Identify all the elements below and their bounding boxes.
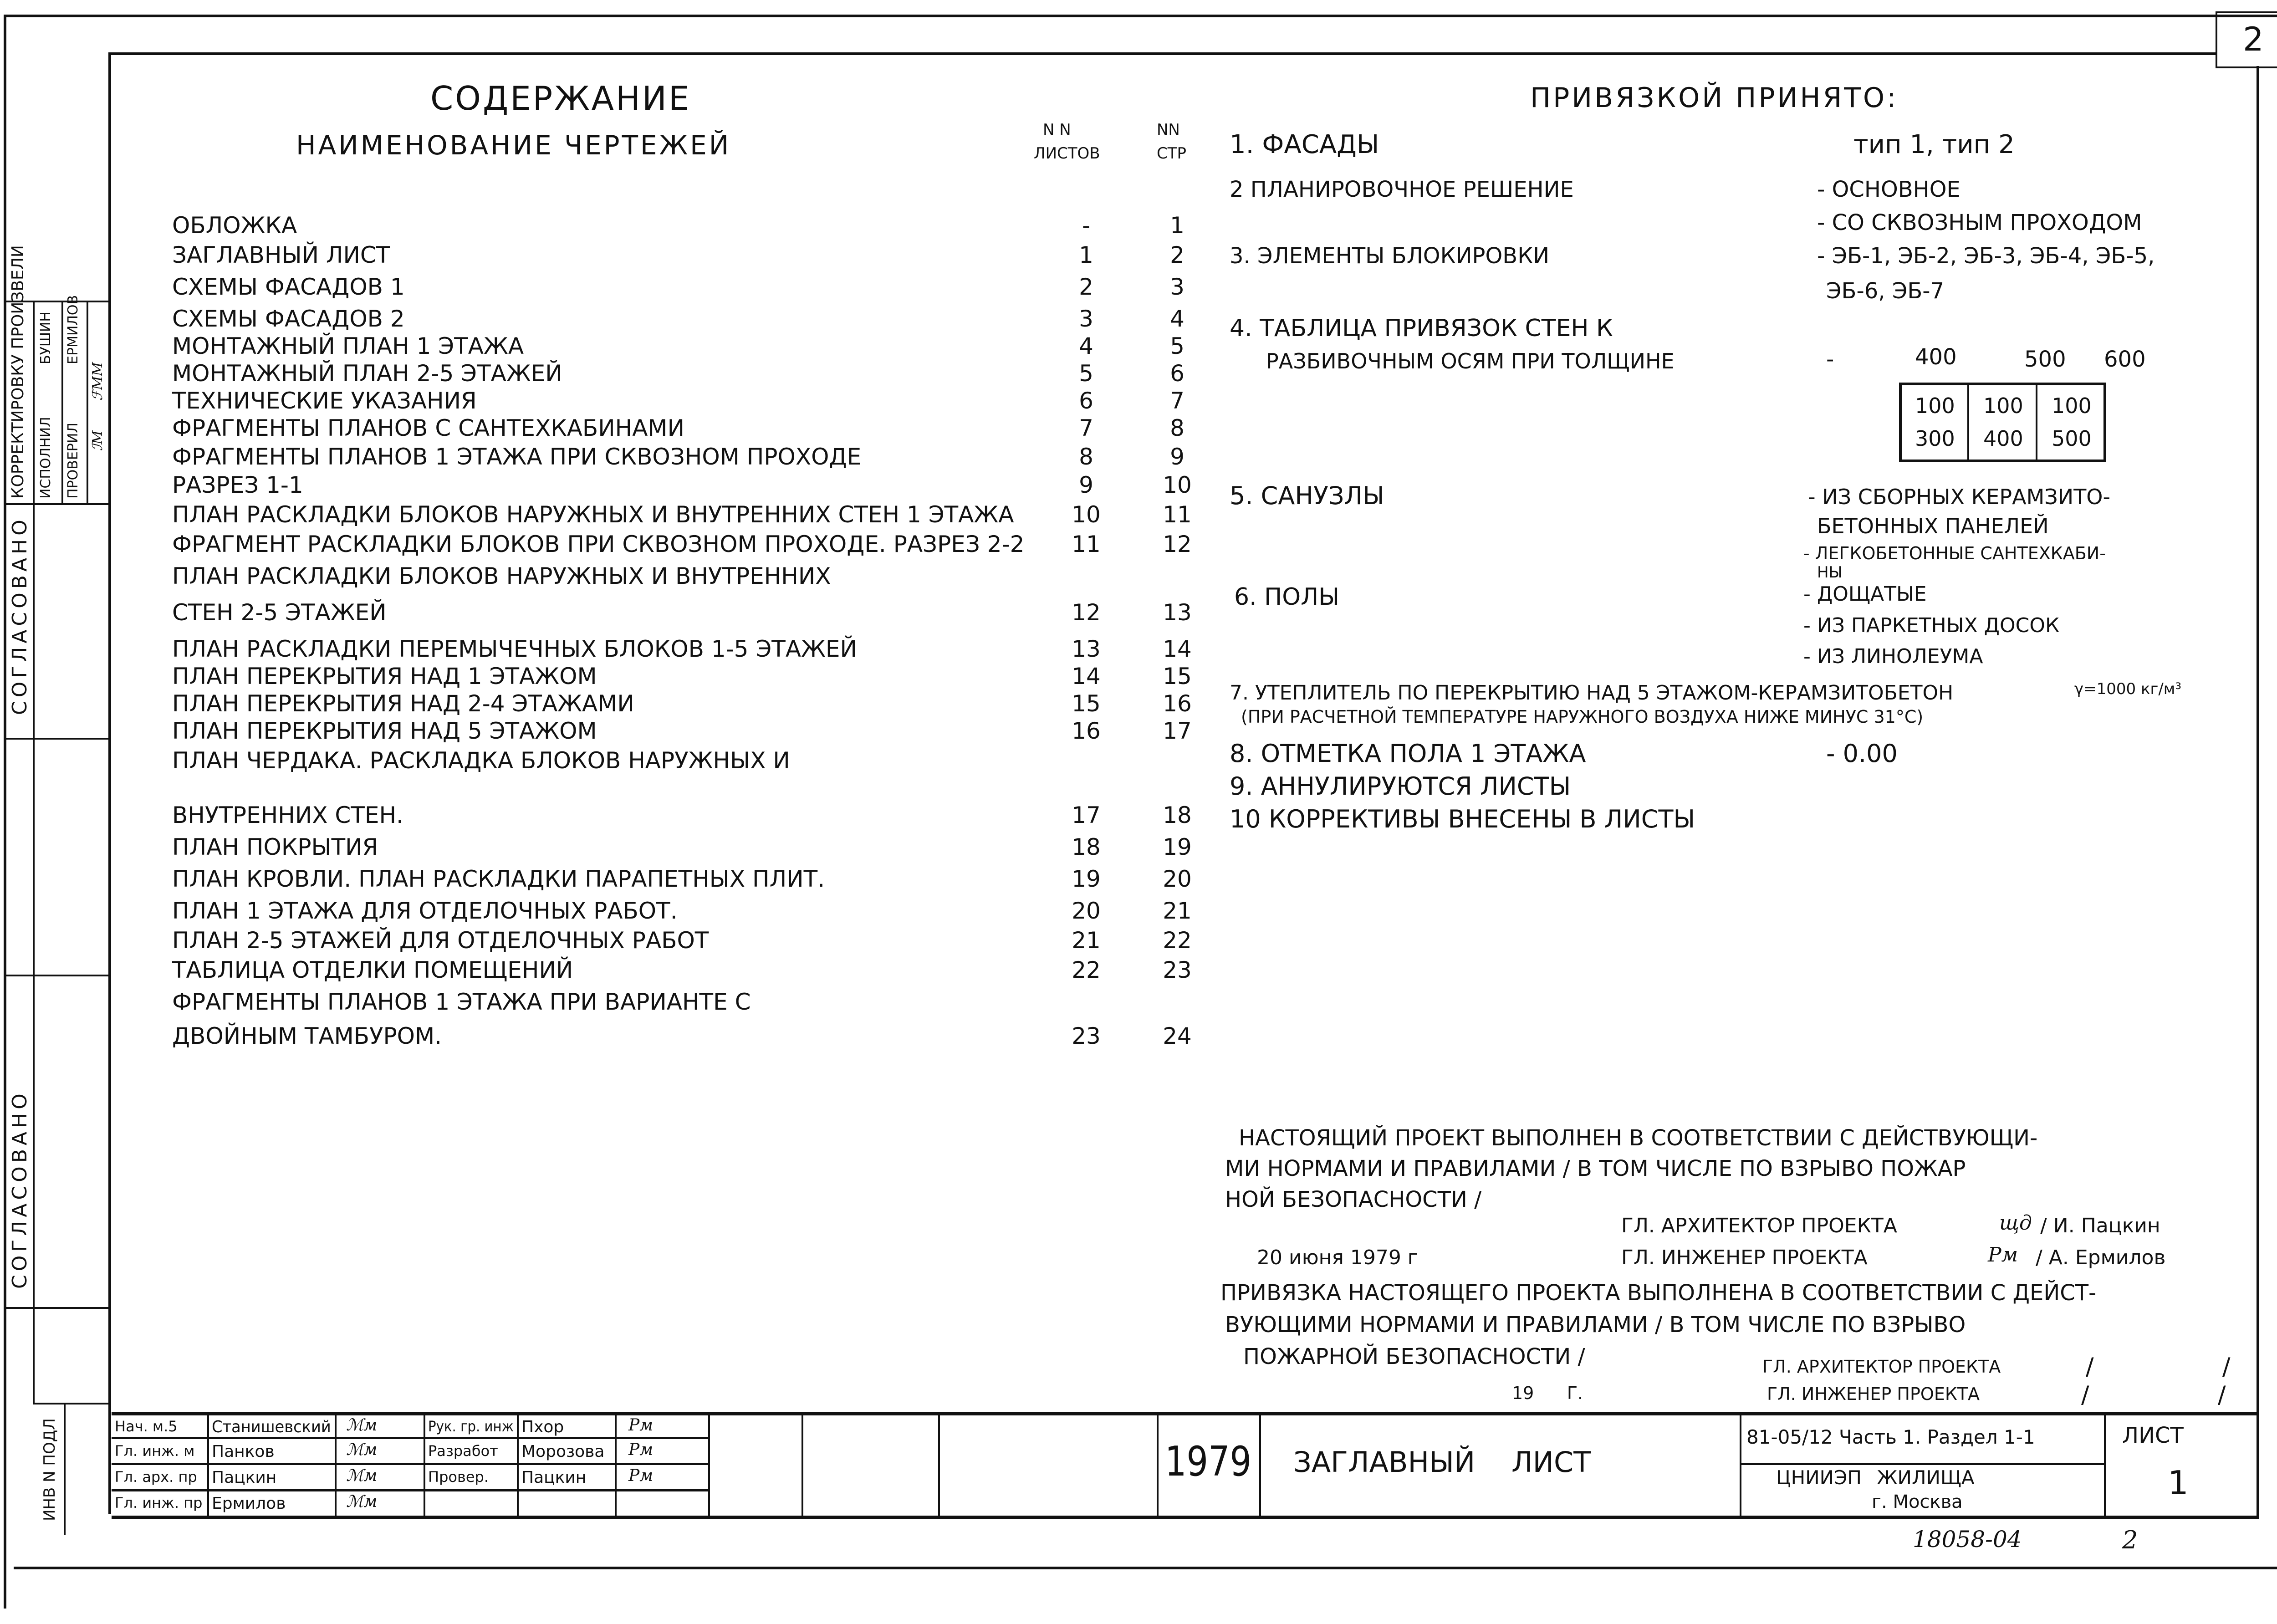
chief-architect-signature: щд	[1999, 1211, 2032, 1235]
compliance-text-2-line-2: ВУЮЩИМИ НОРМАМИ И ПРАВИЛАМИ / В ТОМ ЧИСЛЕ ПО ВЗРЫВО	[1225, 1312, 1966, 1338]
margin-row-line-6	[33, 1403, 110, 1404]
contents-row-name: ПЛАН ПЕРЕКРЫТИЯ НАД 1 ЭТАЖОМ	[172, 663, 597, 689]
titleblock-sheet-title: ЗАГЛАВНЫЙ ЛИСТ	[1293, 1445, 1591, 1479]
thickness-table-r1c1: 100	[1915, 393, 1955, 418]
contents-row-name: ФРАГМЕНТ РАСКЛАДКИ БЛОКОВ ПРИ СКВОЗНОМ ПРОХОДЕ. РАЗРЕЗ 2-2	[172, 531, 1025, 557]
contents-row-sheet-number: 1	[1079, 242, 1093, 268]
adopted-item-7-formula: γ=1000 кг/м³	[2074, 680, 2182, 698]
contents-row-name: ФРАГМЕНТЫ ПЛАНОВ 1 ЭТАЖА ПРИ ВАРИАНТЕ С	[172, 989, 751, 1015]
contents-row-page-number: 6	[1170, 360, 1184, 387]
compliance-text-1-line-1: НАСТОЯЩИЙ ПРОЕКТ ВЫПОЛНЕН В СООТВЕТСТВИИ С ДЕЙСТВУЮЩИ-	[1239, 1125, 2038, 1151]
chief-architect-label: ГЛ. АРХИТЕКТОР ПРОЕКТА	[1621, 1214, 1897, 1237]
margin-row-line-2	[5, 503, 110, 505]
staff2-signature: Рм	[628, 1416, 653, 1435]
contents-row-page-number: 5	[1170, 333, 1184, 359]
titleblock-col-d	[517, 1412, 519, 1517]
contents-row-page-number: 13	[1163, 599, 1192, 626]
adopted-item-8-label: 8. ОТМЕТКА ПОЛА 1 ЭТАЖА	[1230, 739, 1586, 768]
contents-row-page-number: 21	[1163, 898, 1192, 924]
adopted-item-4-label: 4. ТАБЛИЦА ПРИВЯЗОК СТЕН К	[1230, 315, 1613, 342]
contents-row-sheet-number: 7	[1079, 415, 1093, 441]
contents-row-sheet-number: 16	[1072, 718, 1101, 744]
contents-row-name: ПЛАН 1 ЭТАЖА ДЛЯ ОТДЕЛОЧНЫХ РАБОТ.	[172, 898, 678, 924]
contents-row-sheet-number: 5	[1079, 360, 1093, 387]
titleblock-col-h	[938, 1412, 940, 1517]
contents-row-sheet-number: 13	[1072, 636, 1101, 662]
titleblock-col-year	[1157, 1412, 1159, 1517]
compliance-text-2-line-1: ПРИВЯЗКА НАСТОЯЩЕГО ПРОЕКТА ВЫПОЛНЕНА В СООТВЕТСТВИИ С ДЕЙСТ-	[1220, 1280, 2097, 1306]
margin-col-line-1	[33, 301, 35, 1403]
adopted-item-2-label: 2 ПЛАНИРОВОЧНОЕ РЕШЕНИЕ	[1230, 177, 1574, 202]
contents-row-sheet-number: 23	[1072, 1023, 1101, 1049]
staff-role: Нач. м.5	[115, 1418, 178, 1435]
contents-row-page-number: 2	[1170, 242, 1184, 268]
contents-row-sheet-number: 20	[1072, 898, 1101, 924]
staff-signature: ℳм	[346, 1492, 378, 1511]
agreed-stamp-1: СОГЛАСОВАНО	[8, 516, 31, 715]
adopted-item-2-value-2: - СО СКВОЗНЫМ ПРОХОДОМ	[1817, 210, 2142, 235]
contents-row-sheet-number: 18	[1072, 834, 1101, 860]
titleblock-code: 81-05/12 Часть 1. Раздел 1-1	[1746, 1426, 2035, 1448]
adopted-item-4-dash: -	[1826, 347, 1834, 372]
thickness-table-r2c1: 300	[1915, 426, 1955, 451]
compliance-text-1-line-2: МИ НОРМАМИ И ПРАВИЛАМИ / В ТОМ ЧИСЛЕ ПО ВЗРЫВО ПОЖАР	[1225, 1156, 1966, 1181]
year-blank: 19 Г.	[1512, 1383, 1583, 1403]
adopted-item-5-label: 5. САНУЗЛЫ	[1230, 481, 1384, 510]
contents-row-sheet-number: 6	[1079, 388, 1093, 414]
contents-row-sheet-number: 2	[1079, 274, 1093, 300]
outer-frame-left	[4, 15, 6, 1609]
contents-row-sheet-number: 21	[1072, 927, 1101, 954]
titleblock-row-3	[112, 1489, 708, 1491]
chief-engineer-label-2: ГЛ. ИНЖЕНЕР ПРОЕКТА	[1767, 1384, 1980, 1404]
contents-column-name: НАИМЕНОВАНИЕ ЧЕРТЕЖЕЙ	[296, 130, 731, 161]
contents-row-sheet-number: 22	[1072, 957, 1101, 983]
titleblock-sheet-label: ЛИСТ	[2122, 1423, 2184, 1448]
adopted-item-5-value-1: - ИЗ СБОРНЫХ КЕРАМЗИТО-	[1808, 485, 2111, 509]
staff2-name: Пхор	[521, 1418, 564, 1436]
page-number: 2	[2122, 1526, 2138, 1554]
inner-frame-top	[109, 52, 2216, 55]
blank-slash-1: /	[2086, 1353, 2094, 1380]
contents-row-page-number: 14	[1163, 636, 1192, 662]
staff2-role: Провер.	[428, 1468, 489, 1486]
adopted-item-1-value: тип 1, тип 2	[1853, 130, 2015, 159]
contents-row-sheet-number: 11	[1072, 531, 1101, 557]
checked-name: ЕРМИЛОВ	[65, 295, 81, 364]
margin-col-inv	[64, 1403, 66, 1535]
contents-row-name: ТЕХНИЧЕСКИЕ УКАЗАНИЯ	[172, 388, 477, 414]
contents-row-page-number: 12	[1163, 531, 1192, 557]
contents-row-name: ПЛАН РАСКЛАДКИ ПЕРЕМЫЧЕЧНЫХ БЛОКОВ 1-5 ЭТАЖЕЙ	[172, 636, 857, 662]
thickness-table-divider-2	[2036, 383, 2037, 462]
adopted-item-10-label: 10 КОРРЕКТИВЫ ВНЕСЕНЫ В ЛИСТЫ	[1230, 805, 1695, 833]
staff2-name: Пацкин	[521, 1468, 587, 1487]
col-pages-header-1: NN	[1157, 121, 1180, 139]
contents-row-name: ПЛАН РАСКЛАДКИ БЛОКОВ НАРУЖНЫХ И ВНУТРЕННИХ СТЕН 1 ЭТАЖА	[172, 501, 1014, 528]
contents-row-page-number: 23	[1163, 957, 1192, 983]
staff2-role: Рук. гр. инж	[428, 1418, 514, 1435]
compliance-text-2-line-3: ПОЖАРНОЙ БЕЗОПАСНОСТИ /	[1243, 1344, 1585, 1369]
contents-row-sheet-number: 9	[1079, 472, 1093, 498]
titleblock-org: ЦНИИЭП ЖИЛИЩА	[1776, 1466, 1975, 1489]
adopted-item-5-value-2: БЕТОННЫХ ПАНЕЛЕЙ	[1817, 514, 2049, 538]
staff-name: Панков	[212, 1442, 275, 1461]
contents-row-name: ПЛАН ПЕРЕКРЫТИЯ НАД 2-4 ЭТАЖАМИ	[172, 690, 634, 717]
thickness-table-r2c3: 500	[2052, 426, 2092, 451]
contents-row-name: ФРАГМЕНТЫ ПЛАНОВ 1 ЭТАЖА ПРИ СКВОЗНОМ ПРОХОДЕ	[172, 444, 862, 470]
staff2-signature: Рм	[628, 1466, 653, 1485]
contents-row-sheet-number: 10	[1072, 501, 1101, 528]
checked-signature: ℱММ	[90, 362, 106, 401]
executed-name: БУШИН	[38, 312, 54, 364]
adopted-item-1-label: 1. ФАСАДЫ	[1230, 130, 1379, 159]
col-sheets-header-2: ЛИСТОВ	[1034, 144, 1100, 163]
margin-row-line-5	[5, 1307, 110, 1309]
correction-header: КОРРЕКТИРОВКУ ПРОИЗВЕЛИ	[9, 245, 27, 499]
compliance-date: 20 июня 1979 г	[1257, 1246, 1418, 1269]
margin-row-line-3	[5, 738, 110, 740]
contents-row-page-number: 18	[1163, 802, 1192, 828]
contents-row-page-number: 17	[1163, 718, 1192, 744]
contents-row-name: ТАБЛИЦА ОТДЕЛКИ ПОМЕЩЕНИЙ	[172, 957, 573, 983]
titleblock-col-c	[424, 1412, 425, 1517]
titleblock-col-f	[708, 1412, 710, 1517]
outer-frame-bottom	[14, 1567, 2277, 1569]
contents-row-page-number: 7	[1170, 388, 1184, 414]
corner-number: 2	[2243, 20, 2264, 58]
chief-engineer-signature: Рм	[1988, 1243, 2018, 1267]
titleblock-sheet-number: 1	[2168, 1464, 2189, 1502]
adopted-item-6-label: 6. ПОЛЫ	[1234, 583, 1340, 611]
titleblock-col-b	[335, 1412, 337, 1517]
contents-row-name: ЗАГЛАВНЫЙ ЛИСТ	[172, 242, 390, 268]
staff-signature: ℳм	[346, 1440, 378, 1459]
adopted-item-7-label-2: (ПРИ РАСЧЕТНОЙ ТЕМПЕРАТУРЕ НАРУЖНОГО ВОЗДУХА НИЖЕ МИНУС 31°С)	[1241, 707, 1924, 727]
staff-name: Пацкин	[212, 1468, 277, 1487]
titleblock-row-1	[112, 1437, 708, 1439]
inner-frame-left	[108, 52, 111, 1514]
titleblock-row-2	[112, 1463, 708, 1465]
contents-row-page-number: 16	[1163, 690, 1192, 717]
contents-row-sheet-number: 12	[1072, 599, 1101, 626]
blank-slash-2: /	[2222, 1353, 2231, 1380]
contents-row-sheet-number: 3	[1079, 306, 1093, 332]
contents-row-page-number: 19	[1163, 834, 1192, 860]
adopted-item-9-label: 9. АННУЛИРУЮТСЯ ЛИСТЫ	[1230, 772, 1571, 801]
thickness-table-r2c2: 400	[1983, 426, 2023, 451]
staff2-role: Разработ	[428, 1442, 498, 1460]
contents-row-page-number: 1	[1170, 212, 1184, 239]
blank-slash-4: /	[2218, 1381, 2226, 1409]
adopted-item-3-label: 3. ЭЛЕМЕНТЫ БЛОКИРОВКИ	[1230, 243, 1550, 269]
contents-row-name: СХЕМЫ ФАСАДОВ 1	[172, 274, 405, 300]
contents-row-name: ПЛАН РАСКЛАДКИ БЛОКОВ НАРУЖНЫХ И ВНУТРЕННИХ	[172, 563, 831, 589]
thickness-600: 600	[2104, 347, 2146, 372]
adopted-item-7-label: 7. УТЕПЛИТЕЛЬ ПО ПЕРЕКРЫТИЮ НАД 5 ЭТАЖОМ-КЕРАМЗИТОБЕТОН	[1230, 681, 1954, 705]
col-pages-header-2: СТР	[1157, 144, 1187, 163]
contents-row-name: ОБЛОЖКА	[172, 212, 297, 239]
adopted-item-3-value-1: - ЭБ-1, ЭБ-2, ЭБ-3, ЭБ-4, ЭБ-5,	[1817, 243, 2155, 269]
titleblock-col-a	[207, 1412, 209, 1517]
adopted-item-5-value-3: - ЛЕГКОБЕТОННЫЕ САНТЕХКАБИ-	[1803, 543, 2106, 563]
titleblock-code-divider	[1740, 1463, 2104, 1465]
adopted-item-5-value-4: НЫ	[1817, 563, 1843, 582]
archive-number: 18058-04	[1913, 1526, 2022, 1553]
contents-row-sheet-number: 17	[1072, 802, 1101, 828]
staff-name: Ермилов	[212, 1494, 286, 1513]
thickness-400: 400	[1915, 344, 1957, 370]
col-sheets-header-1: N N	[1043, 121, 1071, 139]
contents-row-sheet-number: 15	[1072, 690, 1101, 717]
contents-row-page-number: 10	[1163, 472, 1192, 498]
contents-row-sheet-number: 8	[1079, 444, 1093, 470]
chief-engineer-label: ГЛ. ИНЖЕНЕР ПРОЕКТА	[1621, 1246, 1868, 1269]
contents-row-name-continued: ВНУТРЕННИХ СТЕН.	[172, 802, 403, 828]
margin-col-line-2	[61, 301, 63, 503]
contents-row-sheet-number: 4	[1079, 333, 1093, 359]
contents-row-name-continued: ДВОЙНЫМ ТАМБУРОМ.	[172, 1023, 442, 1049]
contents-row-page-number: 9	[1170, 444, 1184, 470]
thickness-table-r1c2: 100	[1983, 393, 2023, 418]
adopted-item-2-value-1: - ОСНОВНОЕ	[1817, 177, 1960, 202]
agreed-stamp-2: СОГЛАСОВАНО	[8, 1090, 31, 1289]
adopted-item-6-value-2: - ИЗ ПАРКЕТНЫХ ДОСОК	[1803, 614, 2060, 637]
contents-row-name: ПЛАН ЧЕРДАКА. РАСКЛАДКА БЛОКОВ НАРУЖНЫХ И	[172, 747, 790, 774]
titleblock-col-e	[615, 1412, 617, 1517]
staff2-signature: Рм	[628, 1440, 653, 1459]
staff2-name: Морозова	[521, 1442, 605, 1461]
staff-role: Гл. инж. м	[115, 1442, 195, 1460]
contents-row-name-continued: СТЕН 2-5 ЭТАЖЕЙ	[172, 599, 387, 626]
staff-name: Станишевский	[212, 1418, 331, 1436]
contents-row-name: СХЕМЫ ФАСАДОВ 2	[172, 306, 405, 332]
inner-frame-right	[2257, 66, 2259, 1519]
thickness-table-r1c3: 100	[2052, 393, 2092, 418]
contents-row-name: ПЛАН КРОВЛИ. ПЛАН РАСКЛАДКИ ПАРАПЕТНЫХ ПЛИТ.	[172, 866, 825, 892]
contents-row-name: МОНТАЖНЫЙ ПЛАН 2-5 ЭТАЖЕЙ	[172, 360, 562, 387]
contents-row-page-number: 4	[1170, 306, 1184, 332]
executed-signature: ℐМ	[90, 430, 106, 451]
contents-row-name: ПЛАН ПОКРЫТИЯ	[172, 834, 378, 860]
contents-row-page-number: 11	[1163, 501, 1192, 528]
titleblock-bottom-line	[112, 1516, 2259, 1519]
titleblock-col-title	[1259, 1412, 1261, 1517]
titleblock-col-g	[802, 1412, 803, 1517]
chief-architect-name: / И. Пацкин	[2040, 1214, 2160, 1237]
staff-signature: ℳм	[346, 1416, 378, 1435]
contents-row-name: РАЗРЕЗ 1-1	[172, 472, 303, 498]
titleblock-col-sheet	[2104, 1412, 2106, 1517]
contents-row-page-number: 20	[1163, 866, 1192, 892]
margin-col-line-3	[87, 301, 88, 503]
contents-row-name: МОНТАЖНЫЙ ПЛАН 1 ЭТАЖА	[172, 333, 524, 359]
staff-role: Гл. инж. пр	[115, 1494, 203, 1512]
contents-row-name: ПЛАН 2-5 ЭТАЖЕЙ ДЛЯ ОТДЕЛОЧНЫХ РАБОТ	[172, 927, 709, 954]
contents-title: СОДЕРЖАНИЕ	[430, 79, 691, 117]
margin-row-line-4	[5, 975, 110, 976]
titleblock-year: 1979	[1165, 1438, 1252, 1486]
titleblock-top-line	[112, 1412, 2259, 1415]
staff-role: Гл. арх. пр	[115, 1468, 197, 1486]
contents-row-sheet-number: 19	[1072, 866, 1101, 892]
contents-row-page-number: 15	[1163, 663, 1192, 689]
executed-label: ИСПОЛНИЛ	[38, 417, 54, 499]
staff-signature: ℳм	[346, 1466, 378, 1485]
contents-row-name: ПЛАН ПЕРЕКРЫТИЯ НАД 5 ЭТАЖОМ	[172, 718, 597, 744]
blank-slash-3: /	[2081, 1381, 2089, 1409]
chief-engineer-name: / А. Ермилов	[2036, 1246, 2166, 1269]
contents-row-sheet-number: -	[1082, 212, 1091, 239]
thickness-table-divider-1	[1967, 383, 1969, 462]
thickness-500: 500	[2024, 347, 2066, 372]
adopted-item-6-value-1: - ДОЩАТЫЕ	[1803, 582, 1927, 606]
contents-row-page-number: 22	[1163, 927, 1192, 954]
contents-row-page-number: 24	[1163, 1023, 1192, 1049]
contents-row-page-number: 8	[1170, 415, 1184, 441]
contents-row-page-number: 3	[1170, 274, 1184, 300]
inventory-number-label: ИНВ N ПОДЛ	[41, 1418, 59, 1521]
contents-row-name: ФРАГМЕНТЫ ПЛАНОВ С САНТЕХКАБИНАМИ	[172, 415, 684, 441]
chief-architect-label-2: ГЛ. АРХИТЕКТОР ПРОЕКТА	[1762, 1357, 2001, 1377]
checked-label: ПРОВЕРИЛ	[65, 423, 81, 499]
titleblock-city: г. Москва	[1872, 1491, 1963, 1512]
compliance-text-1-line-3: НОЙ БЕЗОПАСНОСТИ /	[1225, 1187, 1482, 1212]
outer-frame-top	[5, 15, 2277, 17]
adopted-item-6-value-3: - ИЗ ЛИНОЛЕУМА	[1803, 645, 1983, 668]
adopted-item-8-value: - 0.00	[1826, 739, 1898, 768]
adopted-item-3-value-2: ЭБ-6, ЭБ-7	[1826, 278, 1945, 304]
contents-row-sheet-number: 14	[1072, 663, 1101, 689]
adopted-title: ПРИВЯЗКОЙ ПРИНЯТО:	[1530, 82, 1899, 114]
adopted-item-4-label-2: РАЗБИВОЧНЫМ ОСЯМ ПРИ ТОЛЩИНЕ	[1266, 349, 1675, 373]
